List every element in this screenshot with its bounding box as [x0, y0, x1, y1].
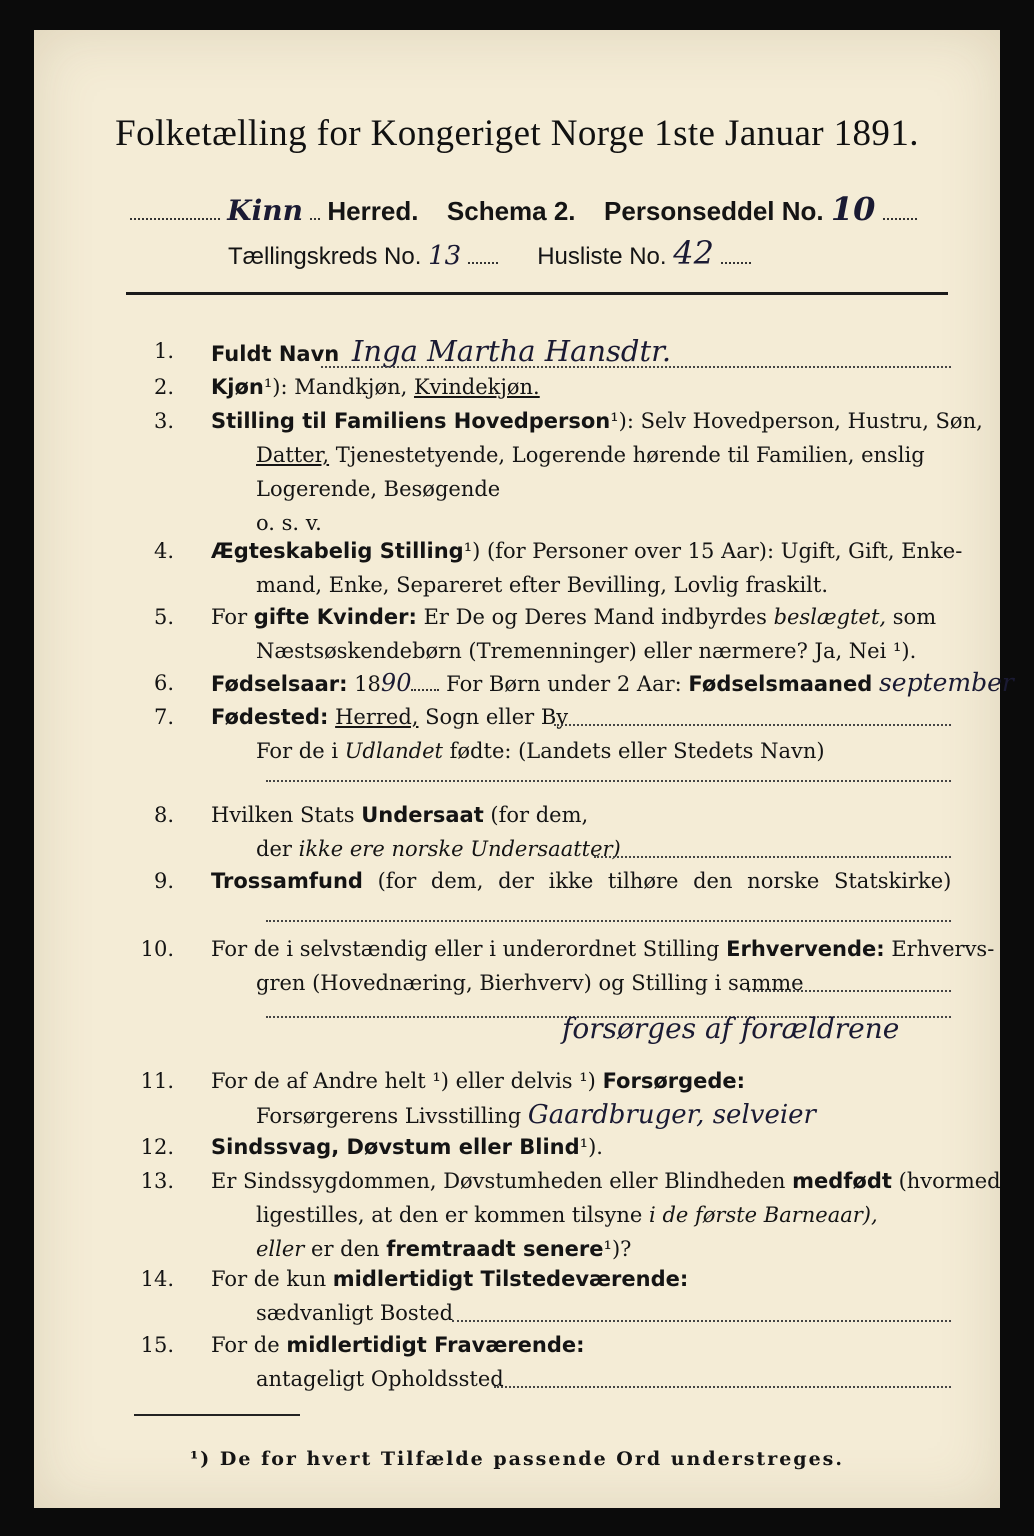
birth-year-value: 90 — [380, 669, 412, 697]
herred-label: Herred. — [327, 196, 419, 226]
birth-month-value: september — [878, 668, 1014, 697]
sex-selected-kvindekjon: Kvindekjøn. — [413, 375, 540, 399]
provider-occupation-value: Gaardbruger, selveier — [527, 1100, 816, 1130]
full-name-label: Fuldt Navn — [211, 342, 340, 366]
item-5-married-women: 5. For gifte Kvinder: Er De og Deres Mand indbyrdes beslægtet, som Næstsøskendebørn (Tremenninger) eller nærmere? Ja, Nei ¹). — [153, 605, 937, 663]
item-11-supported: 11. For de af Andre helt ¹) eller delvis ¹) Forsørgede: Forsørgerens Livsstilling Gaardbruger, selveier — [140, 1069, 816, 1130]
item-7-birthplace: 7. Fødested: Herred, Sogn eller By For de i Udlandet fødte: (Landets eller Stedets Navn) — [126, 700, 951, 788]
item-14-temporary-present: 14. For de kun midlertidigt Tilstedeværende: sædvanligt Bosted — [126, 1262, 951, 1330]
item-15-temporary-absent: 15. For de midlertidigt Fraværende: antageligt Opholdssted — [126, 1328, 951, 1396]
header-divider — [126, 292, 948, 295]
item-1-full-name: 1. Fuldt Navn Inga Martha Hansdtr. — [126, 334, 951, 374]
birthplace-selected-herred: Herred, — [335, 705, 419, 729]
item-3-family-position: 3. Stilling til Familiens Hovedperson¹): Selv Hovedperson, Hustru, Søn, Datter, Tjenestetyende, Logerende hørende til Familien, enslig Logerende, Besøgende o. s. v. — [153, 409, 983, 535]
item-8-citizenship: 8. Hvilken Stats Undersaat (for dem, der ikke ere norske Undersaatter) — [126, 798, 951, 866]
schema-label: Schema 2. — [446, 196, 576, 226]
kreds-number: 13 — [428, 241, 462, 271]
item-2-sex: 2. Kjøn¹): Mandkjøn, Kvindekjøn. — [153, 375, 540, 399]
occupation-value: forsørges af forældrene — [562, 1012, 900, 1045]
personseddel-label: Personseddel No. — [604, 196, 824, 226]
header-line-herred — [130, 190, 960, 228]
item-12-disability: 12. Sindssvag, Døvstum eller Blind¹). — [140, 1135, 603, 1159]
husliste-number: 42 — [673, 234, 714, 272]
husliste-label: Husliste No. — [537, 243, 667, 270]
personseddel-number: 10 — [830, 190, 876, 228]
footnote: ¹) De for hvert Tilfælde passende Ord understreges. — [189, 1448, 844, 1470]
form-title: Folketælling for Kongeriget Norge 1ste Januar 1891. — [115, 113, 919, 154]
item-13-congenital: 13. Er Sindssygdommen, Døvstumheden eller Blindheden medfødt (hvormed ligestilles, at den er kommen tilsyne i de første Barneaar), eller er den fremtraadt senere¹)? — [140, 1169, 1001, 1261]
position-selected-datter: Datter, — [256, 443, 330, 467]
herred-name: Kinn — [227, 194, 303, 227]
item-6-birth-year: 6. Fødselsaar: 1890 For Børn under 2 Aar: Fødselsmaaned september — [153, 668, 1014, 697]
item-9-religion: 9. Trossamfund (for dem, der ikke tilhøre den norske Statskirke) — [126, 864, 951, 924]
item-4-marital-status: 4. Ægteskabelig Stilling¹) (for Personer over 15 Aar): Ugift, Gift, Enke- mand, Enke, Separeret efter Bevilling, Lovlig fraskilt. — [153, 539, 963, 597]
census-form-page — [34, 30, 1014, 1508]
item-10-occupation: 10. For de i selvstændig eller i underordnet Stilling Erhvervende: Erhvervs- gren (Hovednæring, Bierhverv) og Stilling i samme forsørges af forældrene — [140, 937, 995, 1045]
full-name-value: Inga Martha Hansdtr. — [351, 334, 672, 368]
footnote-divider — [134, 1414, 300, 1416]
kreds-label: Tællingskreds No. — [228, 243, 422, 270]
header-line-kreds — [228, 234, 928, 272]
